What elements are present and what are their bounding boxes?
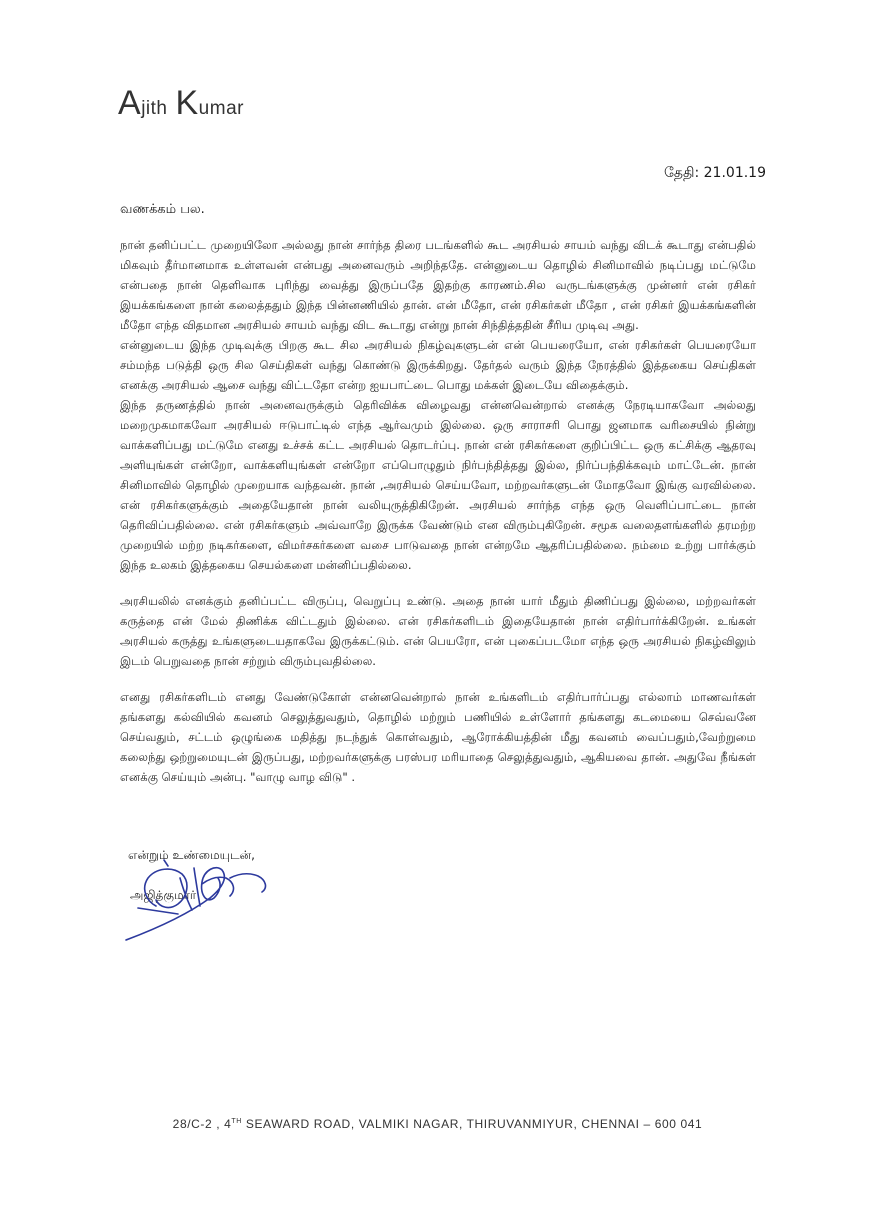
letterhead-last-rest: umar bbox=[198, 98, 244, 119]
paragraph-1: நான் தனிப்பட்ட முறையிலோ அல்லது நான் சார்ந்த திரை படங்களில் கூட அரசியல் சாயம் வந்து விடக் கூடாது என்பதில் மிகவும் தீர்மானமாக உள்ளவன் என்பது அனைவரும் அறிந்ததே. என்னுடைய தொழில் சினிமாவில் நடிப்பது மட்டுமே என்பதை நான் தெளிவாக புரிந்து வைத்து இருப்பதே இதற்கு காரணம்.சில வருடங்களுக்கு முன்னர் என் ரசிகர் இயக்கங்களை நான் கலைத்ததும் இந்த பின்னணியில் தான். என் மீதோ, என் ரசிகர்கள் மீதோ , என் ரசிகர் இயக்கங்களின் மீதோ எந்த விதமான அரசியல் சாயம் வந்து விட கூடாது என்று நான் சிந்தித்ததின் சீரிய முடிவு அது. bbox=[120, 238, 756, 332]
footer-address-part2: SEAWARD ROAD, VALMIKI NAGAR, THIRUVANMIYUR, CHENNAI – 600 041 bbox=[241, 1117, 703, 1131]
greeting: வணக்கம் பல. bbox=[120, 202, 205, 217]
paragraph-4: அரசியலில் எனக்கும் தனிப்பட்ட விருப்பு, வெறுப்பு உண்டு. அதை நான் யார் மீதும் திணிப்பது இல்லை, மற்றவர்கள் கருத்தை என் மேல் திணிக்க விட்டதும் இல்லை. என் ரசிகர்களிடம் இதையேதான் நான் எதிர்பார்க்கிறேன். உங்கள் அரசியல் கருத்து உங்களுடையதாகவே இருக்கட்டும். என் பெயரோ, என் புகைப்படமோ எந்த ஒரு அரசியல் நிகழ்விலும் இடம் பெறுவதை நான் சற்றும் விரும்புவதில்லை. bbox=[120, 594, 756, 668]
signer-name: அஜித்குமார் bbox=[130, 888, 197, 902]
paragraph-5: எனது ரசிகர்களிடம் எனது வேண்டுகோள் என்னவென்றால் நான் உங்களிடம் எதிர்பார்ப்பது எல்லாம் மாணவர்கள் தங்களது கல்வியில் கவனம் செலுத்துவதும், தொழில் மற்றும் பணியில் உள்ளோர் தங்களது கடமையை செவ்வனே செய்வதும், சட்டம் ஒழுங்கை மதித்து நடந்துக் கொள்வதும், ஆரோக்கியத்தின் மீது கவனம் வைப்பதும்,வேற்றுமை கலைந்து ஒற்றுமையுடன் இருப்பது, மற்றவர்களுக்கு பரஸ்பர மரியாதை செலுத்துவதும், ஆகியவை தான். அதுவே நீங்கள் எனக்கு செய்யும் அன்பு. "வாழு வாழ விடு" . bbox=[120, 690, 756, 784]
letterhead-first-rest: jith bbox=[141, 98, 168, 119]
letter-body bbox=[120, 235, 756, 787]
footer-address bbox=[0, 1117, 875, 1131]
paragraph-2: என்னுடைய இந்த முடிவுக்கு பிறகு கூட சில அரசியல் நிகழ்வுகளுடன் என் பெயரையோ, என் ரசிகர்கள் பெயரையோ சம்மந்த படுத்தி ஒரு சில செய்திகள் வந்து கொண்டு இருக்கிறது. தேர்தல் வரும் இந்த நேரத்தில் இத்தகைய செய்திகள் எனக்கு அரசியல் ஆசை வந்து விட்டதோ என்ற ஐயபாட்டை பொது மக்கள் இடையே விதைக்கும். bbox=[120, 338, 756, 392]
letterhead-last-initial: K bbox=[175, 84, 199, 122]
paragraph-3: இந்த தருணத்தில் நான் அனைவருக்கும் தெரிவிக்க விழைவது என்னவென்றால் எனக்கு நேரடியாகவோ அல்லது மறைமுகமாகவோ அரசியல் ஈடுபாட்டில் எந்த ஆர்வமும் இல்லை. ஒரு சாராசரி பொது ஜனமாக வரிசையில் நின்று வாக்களிப்பது மட்டுமே எனது உச்சக் கட்ட அரசியல் தொடர்ப்பு. நான் என் ரசிகர்களை குறிப்பிட்ட ஒரு கட்சிக்கு ஆதரவு அளியுங்கள் என்றோ, வாக்களியுங்கள் என்றோ எப்பொழுதும் நிர்பந்தித்தது இல்ல, நிர்ப்பந்திக்கவும் மாட்டேன். நான் சினிமாவில் தொழில் முறையாக வந்தவன். நான் ,அரசியல் செய்யவோ, மற்றவர்களுடன் மோதவோ இங்கு வரவில்லை. என் ரசிகர்களுக்கும் அதையேதான் நான் வலியுருத்திகிறேன். அரசியல் சார்ந்த எந்த ஒரு வெளிப்பாட்டை நான் தெரிவிப்பதில்லை. என் ரசிகர்களும் அவ்வாறே இருக்க வேண்டும் என விரும்புகிறேன். சமூக வலைதளங்களில் தரமற்ற முறையில் மற்ற நடிகர்களை, விமர்சகர்களை வசை பாடுவதை நான் என்றமே ஆதரிப்பதில்லை. நம்மை உற்று பார்க்கும் இந்த உலகம் இத்தகைய செயல்களை மன்னிப்பதில்லை. bbox=[120, 398, 756, 572]
footer-superscript: TH bbox=[231, 1118, 242, 1125]
letter-date: தேதி: 21.01.19 bbox=[663, 165, 766, 181]
letterhead-name bbox=[118, 84, 244, 123]
letterhead-first-initial: A bbox=[118, 84, 142, 122]
closing-line: என்றும் உண்மையுடன், bbox=[128, 848, 255, 862]
footer-address-part1: 28/C-2 , 4 bbox=[172, 1117, 232, 1131]
handwritten-signature bbox=[118, 848, 278, 948]
